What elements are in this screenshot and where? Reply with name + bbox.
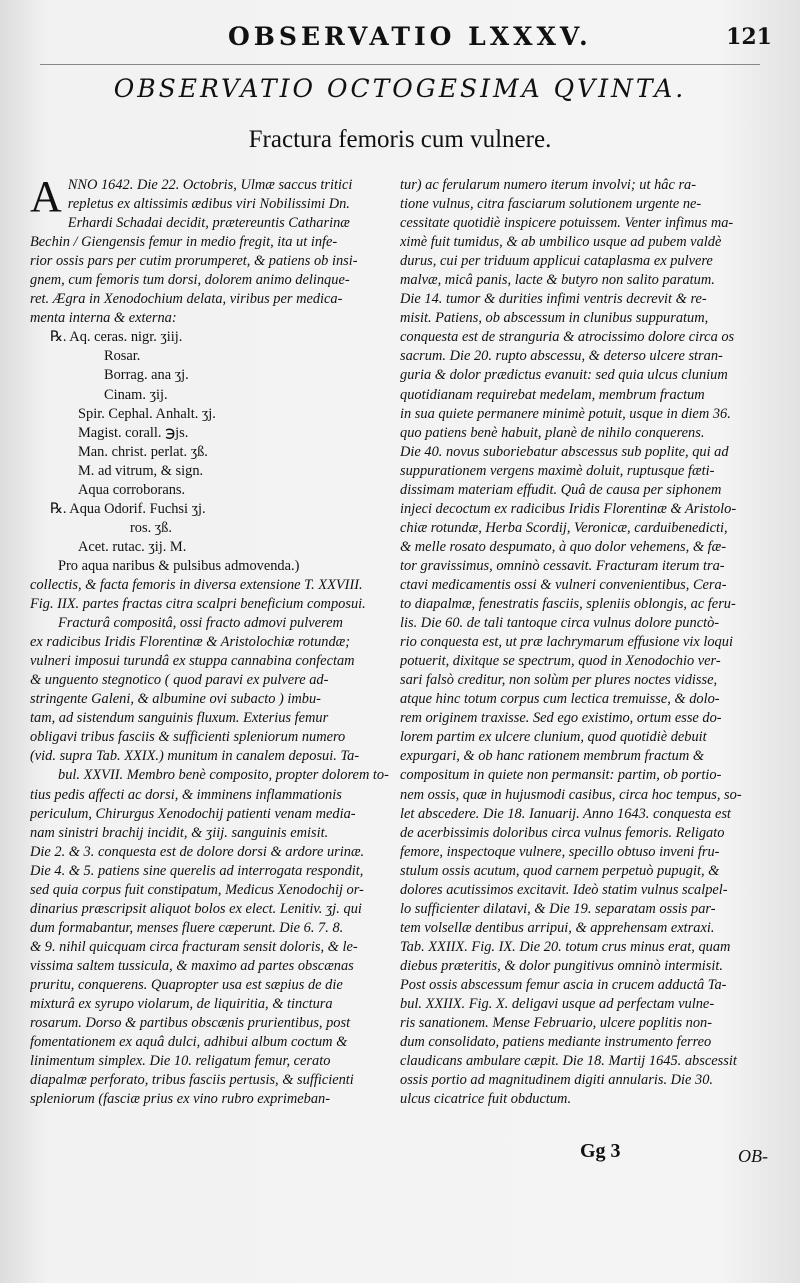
text-line: Rosar.	[104, 348, 141, 365]
text-line: bul. XXIIX. Fig. X. deligavi usque ad perfectam vulne-	[400, 996, 715, 1013]
text-line: vissima saltem tussicula, & maximo ad partes obscænas	[30, 957, 354, 974]
text-line: durus, cui per triduum applicui cataplasma ex pulvere	[400, 253, 713, 270]
text-line: in sua quiete permanere minimè potuit, usque in diem 36.	[400, 405, 731, 422]
text-line: Fig. IIX. partes fractas citra scalpri beneficium composui.	[30, 596, 366, 613]
text-line: let abscedere. Die 18. Ianuarij. Anno 1643. conquesta est	[400, 805, 731, 822]
text-line: Cinam. ʒij.	[104, 386, 168, 403]
text-line: rem originem traxisse. Sed ego existimo, ortum esse do-	[400, 710, 722, 727]
text-line: dissimam materiam effudit. Quâ de causa per siphonem	[400, 481, 722, 498]
text-line: expurgari, & ob hanc rationem membrum fractum &	[400, 748, 705, 765]
text-line: sari falsò creditur, non solùm per plures noctes vidisse,	[400, 672, 718, 689]
text-line: gnem, cum femoris tum dorsi, dolorem animo delinque-	[30, 272, 350, 289]
text-line: Man. christ. perlat. ʒß.	[78, 443, 208, 460]
text-line: lorem partim ex ulcere clunium, quod quotidiè debuit	[400, 729, 707, 746]
text-line: Pro aqua naribus & pulsibus admovenda.)	[58, 557, 300, 574]
text-line: Post ossis abscessum femur ascia in crucem adductâ Ta-	[400, 976, 727, 993]
text-line: mixturâ ex syrupo violarum, de liquiritia, & tinctura	[30, 996, 333, 1013]
text-line: nem ossis, quæ in hujusmodi casibus, circa hoc tempus, so-	[400, 786, 742, 803]
text-line: ret. Ægra in Xenodochium delata, viribus per medica-	[30, 291, 343, 308]
signature-mark: Gg 3	[580, 1140, 621, 1162]
text-line: Die 4. & 5. patiens sine querelis ad interrogata respondit,	[30, 862, 364, 879]
text-line: de acerbissimis doloribus circa vulnus femoris. Religato	[400, 824, 725, 841]
text-line: bul. XXVII. Membro benè composito, propter dolorem to-	[58, 767, 389, 784]
page-number: 121	[726, 24, 772, 50]
text-line: nam sinistri brachij incidit, & ʒiij. sanguinis emisit.	[30, 824, 329, 841]
text-line: Magist. corall. ℈js.	[78, 424, 189, 441]
text-line: rosarum. Dorso & partibus obscænis prurientibus, post	[30, 1015, 351, 1032]
text-line: ossis portio ad magnitudinem digiti annularis. Die 30.	[400, 1072, 714, 1089]
text-line: dolores acutissimos excitavit. Ideò statim vulnus scalpel-	[400, 881, 728, 898]
text-line: tur) ac ferularum numero iterum involvi; ut hâc ra-	[400, 177, 697, 193]
text-line: Erhardi Schadai decidit, prætereuntis Catharinæ	[67, 215, 350, 232]
text-line: tione vulnus, citra fasciarum solutionem urgente ne-	[400, 196, 702, 213]
text-line: spleniorum (fasciæ prius ex vino rubro exprimeban-	[30, 1091, 331, 1108]
text-line: collectis, & facta femoris in diversa extensione T. XXVIII.	[30, 576, 363, 593]
text-line: dinarius præscripsit aliquot bolos ex elect. Lenitiv. ʒj. qui	[30, 900, 362, 917]
text-line: compositum in quiete non permansit: partim, ob portio-	[400, 767, 722, 784]
text-line: ctavi medicamentis ossi & vulneri convenientibus, Cera-	[400, 576, 727, 593]
text-line: Aqua corroborans.	[78, 481, 186, 498]
text-line: repletus ex altissimis ædibus viri Nobilissimi Dn.	[67, 196, 350, 213]
left-column	[30, 172, 394, 1109]
text-line: linimentum simplex. Die 10. religatum femur, cerato	[30, 1053, 331, 1070]
text-line: & melle rosato despumato, à quo dolor vehemens, & fæ-	[400, 538, 727, 555]
text-line: to diapalmæ, fenestratis fasciis, spleniis oblongis, ac feru-	[400, 596, 736, 613]
text-line: Die 14. tumor & durities infimi ventris decrevit & re-	[400, 291, 707, 308]
text-line: tius pedis affecti ac dorsi, & imminens inflammationis	[30, 786, 342, 803]
text-line: atque hinc totum corpus cum lectica tremuisse, & dolo-	[400, 691, 720, 708]
text-line: obligavi tribus fasciis & sufficienti spleniorum numero	[30, 729, 346, 746]
text-line: Die 40. novus suboriebatur abscessus sub poplite, qui ad	[400, 443, 729, 460]
text-line: periculum, Chirurgus Xenodochij patienti venam media-	[30, 805, 356, 822]
text-line: M. ad vitrum, & sign.	[78, 462, 204, 479]
text-line: tor gravissimus, omninò cessavit. Fracturam iterum tra-	[400, 557, 725, 574]
text-line: guria & dolor prædictus evanuit: sed quia ulcus clunium	[400, 367, 728, 384]
text-line: Bechin / Giengensis femur in medio fregit, ita ut infe-	[30, 234, 338, 251]
text-line: diebus præteritis, & dolor pungitivus omninò intermisit.	[400, 957, 724, 974]
text-line: misit. Patiens, ob abscessum in clunibus suppuratum,	[400, 310, 709, 327]
text-line: ulcus cicatrice fuit obductum.	[400, 1091, 572, 1108]
text-line: stringente Galeni, & albumine ovi subacto ) imbu-	[30, 691, 321, 708]
text-line: Fracturâ compositâ, ossi fracto admovi pulverem	[58, 615, 343, 632]
text-line: dum formabantur, menses fluere cæperunt. Die 6. 7. 8.	[30, 919, 344, 936]
text-line: & unguento stegnotico ( quod paravi ex pulvere ad-	[30, 672, 329, 689]
observation-subtitle: Fractura femoris cum vulnere.	[248, 126, 552, 153]
text-line: ximè fuit tumidus, & ab umbilico usque ad pubem valdè	[400, 234, 722, 251]
text-line: tam, ad sistendum sanguinis fluxum. Exterius femur	[30, 710, 329, 727]
text-line: Borrag. ana ʒj.	[104, 367, 189, 384]
running-head: OBSERVATIO LXXXV.	[228, 22, 592, 51]
text-line: ros. ʒß.	[130, 519, 172, 536]
text-line: Die 2. & 3. conquesta est de dolore dorsi & ardore urinæ.	[30, 843, 365, 860]
text-line: injeci decoctum ex radicibus Iridis Florentinæ & Aristolo-	[400, 500, 737, 517]
text-line: & 9. nihil quicquam circa fracturam sensit doloris, & le-	[30, 938, 358, 955]
text-line: ex radicibus Iridis Florentinæ & Aristolochiæ rotundæ;	[30, 634, 351, 651]
right-column	[400, 176, 766, 1109]
header-rule	[40, 64, 760, 65]
text-line: (vid. supra Tab. XXIX.) munitum in canalem deposui. Ta-	[30, 748, 360, 765]
text-line: conquesta est de stranguria & atrocissimo dolore circa os	[400, 329, 735, 346]
text-line: quo patiens benè habuit, planè de nihilo conquerens.	[400, 424, 705, 441]
text-line: Spir. Cephal. Anhalt. ʒj.	[78, 405, 216, 422]
text-line: sacrum. Die 20. rupto abscessu, & deterso ulcere stran-	[400, 348, 723, 365]
text-line: dum consolidato, patiens mediante instrumento ferreo	[400, 1034, 712, 1051]
text-line: lis. Die 60. de tali tantoque circa vulnus dolore punctò-	[400, 615, 720, 632]
text-line: diapalmæ perforato, tribus fasciis pertusis, & sufficienti	[30, 1072, 354, 1089]
text-line: chiæ rotundæ, Herba Scordij, Veronicæ, carduibenedicti,	[400, 519, 728, 536]
text-line: ℞. Aq. ceras. nigr. ʒiij.	[50, 329, 183, 346]
text-line: quotidianam requirebat medelam, membrum fractum	[400, 386, 705, 403]
text-line: claudicans ambulare cæpit. Die 18. Martij 1645. abscessit	[400, 1053, 737, 1070]
text-line: tem volsellæ dentibus arripui, & apprehensam extraxi.	[400, 919, 715, 936]
text-line: malvæ, micâ panis, lacte & butyro non salito paratum.	[400, 272, 715, 289]
text-line: vulneri imposui turundâ ex stuppa cannabina confectam	[30, 653, 355, 670]
text-line: fomentationem ex aquâ dulci, adhibui album coctum &	[30, 1034, 348, 1051]
text-line: ris sanationem. Mense Februario, ulcere poplitis non-	[400, 1015, 713, 1032]
catchword: OB-	[738, 1146, 768, 1166]
text-line: ℞. Aqua Odorif. Fuchsi ʒj.	[50, 500, 206, 517]
text-line: Tab. XXIIX. Fig. IX. Die 20. totum crus minus erat, quam	[400, 938, 731, 955]
text-line: stulum ossis acutum, quod carnem perpetuò pupugit, &	[400, 862, 720, 879]
text-line: sed quia corpus fuit constipatum, Medicus Xenodochij or-	[30, 881, 364, 898]
text-line: rio conquesta est, ut præ lachrymarum effusione vix loqui	[400, 634, 733, 651]
text-line: femore, inspectoque vulnere, specillo obtuso inveni fru-	[400, 843, 720, 860]
text-line: cessitate quotidiè inspicere potuissem. Venter infimus ma-	[400, 215, 734, 232]
text-line: suppurationem vergens maximè doluit, ruptusque fæti-	[400, 462, 715, 479]
text-line: lo sufficienter dilatavi, & Die 19. separatam ossis par-	[400, 900, 716, 917]
text-line: Acet. rutac. ʒij. M.	[78, 538, 187, 555]
text-line: rior ossis pars per cutim prorumperet, & patiens ob insi-	[30, 253, 358, 270]
text-line: NNO 1642. Die 22. Octobris, Ulmæ saccus tritici	[67, 177, 353, 193]
text-line: potuerit, dixitque se spectrum, quod in Xenodochio ver-	[400, 653, 721, 670]
observation-title: OBSERVATIO OCTOGESIMA QVINTA.	[113, 74, 687, 103]
text-line: pruritu, conquerens. Quapropter usa est sæpius de die	[30, 976, 343, 993]
drop-cap: A	[30, 172, 62, 221]
text-line: menta interna & externa:	[30, 310, 177, 327]
